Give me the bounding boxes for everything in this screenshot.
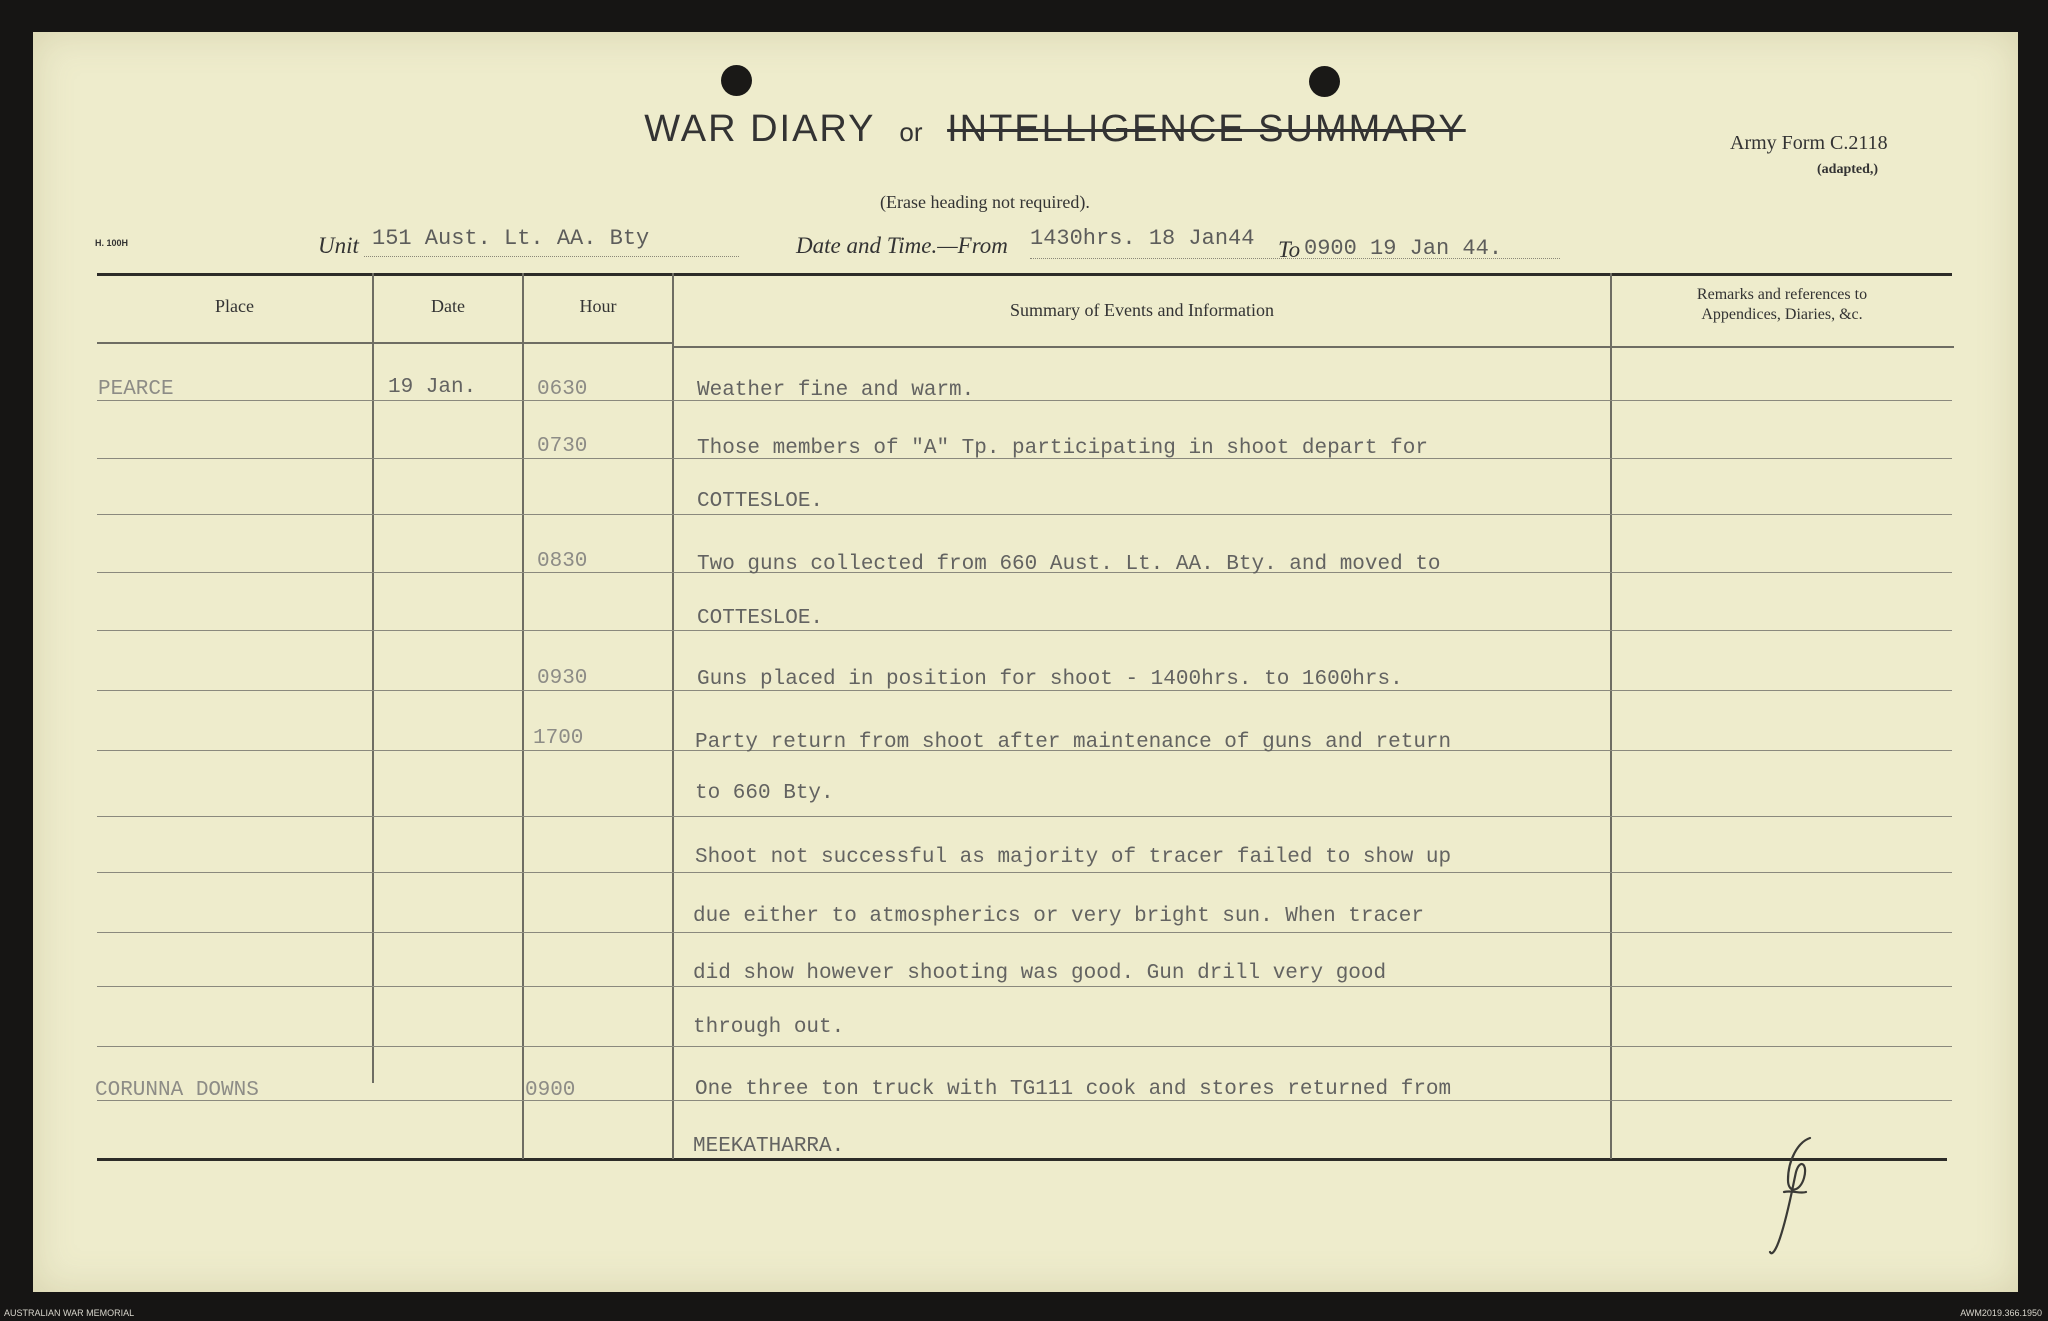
hour-cell: 0930 xyxy=(537,667,588,690)
army-form-number: Army Form C.2118 xyxy=(1730,132,1888,154)
table-top-rule xyxy=(97,273,1952,276)
column-divider-summary xyxy=(1610,273,1612,1159)
summary-line: Shoot not successful as majority of tracer failed to show up xyxy=(695,846,1452,869)
to-label: To xyxy=(1278,237,1301,262)
row-rule xyxy=(97,932,1952,933)
archive-reference: AWM2019.366.1950 xyxy=(1960,1308,2042,1318)
row-rule xyxy=(97,630,1952,631)
place-cell: CORUNNA DOWNS xyxy=(95,1079,259,1102)
form-title xyxy=(560,108,1550,151)
punch-hole-left xyxy=(721,65,752,96)
summary-line: Those members of "A" Tp. participating in shoot depart for xyxy=(697,437,1428,460)
summary-line: COTTESLOE. xyxy=(697,490,824,513)
column-header-hour: Hour xyxy=(579,296,617,316)
unit-fill-line xyxy=(364,256,739,257)
header-rule-right xyxy=(674,346,1954,348)
unit-value: 151 Aust. Lt. AA. Bty xyxy=(372,226,650,251)
summary-line: MEEKATHARRA. xyxy=(693,1135,845,1158)
table-bottom-rule xyxy=(97,1158,1947,1161)
column-header-place: Place xyxy=(215,296,254,316)
summary-line: Two guns collected from 660 Aust. Lt. AA. Bty. and moved to xyxy=(697,553,1441,576)
hour-cell: 1700 xyxy=(533,727,584,750)
date-cell: 19 Jan. xyxy=(388,376,477,399)
erase-note: (Erase heading not required). xyxy=(880,192,1090,212)
row-rule xyxy=(97,1046,1952,1047)
row-rule xyxy=(97,400,1952,401)
form-code: H. 100H xyxy=(95,238,129,248)
datetime-label: Date and Time.—From xyxy=(796,233,1008,258)
remarks-header-line-2: Appendices, Diaries, &c. xyxy=(1701,306,1863,323)
column-divider-date xyxy=(522,273,524,1159)
to-value: 0900 19 Jan 44. xyxy=(1304,236,1503,261)
column-divider-place xyxy=(372,273,374,1083)
date-fill-line xyxy=(1030,258,1560,259)
summary-line: Weather fine and warm. xyxy=(697,379,975,402)
remarks-header-line-1: Remarks and references to xyxy=(1696,286,1868,303)
column-header-summary: Summary of Events and Information xyxy=(1010,300,1274,320)
archive-label: AUSTRALIAN WAR MEMORIAL xyxy=(4,1308,135,1318)
summary-line: due either to atmospherics or very bright sun. When tracer xyxy=(693,905,1424,928)
title-or: or xyxy=(899,117,923,147)
summary-line: to 660 Bty. xyxy=(695,782,834,805)
title-intelligence-summary: INTELLIGENCE SUMMARY xyxy=(947,108,1466,150)
place-cell: PEARCE xyxy=(98,378,174,401)
hour-cell: 0730 xyxy=(537,435,588,458)
summary-line: One three ton truck with TG111 cook and stores returned from xyxy=(695,1078,1452,1101)
row-rule xyxy=(97,514,1952,515)
row-rule xyxy=(97,872,1952,873)
summary-line: Party return from shoot after maintenance of guns and return xyxy=(695,731,1452,754)
row-rule xyxy=(97,986,1952,987)
hour-cell: 0830 xyxy=(537,550,588,573)
punch-hole-right xyxy=(1309,66,1340,97)
summary-line: Guns placed in position for shoot - 1400hrs. to 1600hrs. xyxy=(697,668,1403,691)
unit-label: Unit xyxy=(318,233,359,258)
row-rule xyxy=(97,816,1952,817)
hour-cell: 0900 xyxy=(525,1079,576,1102)
column-header-date: Date xyxy=(431,296,465,316)
summary-line: through out. xyxy=(693,1016,845,1039)
hour-cell: 0630 xyxy=(537,378,588,401)
handwritten-initials xyxy=(1758,1132,1838,1262)
summary-line: did show however shooting was good. Gun drill very good xyxy=(693,962,1387,985)
title-war-diary: WAR DIARY xyxy=(644,108,875,150)
from-value: 1430hrs. 18 Jan44 xyxy=(1030,226,1255,251)
header-rule-left xyxy=(97,342,674,344)
column-divider-hour xyxy=(672,273,674,1159)
summary-line: COTTESLOE. xyxy=(697,607,824,630)
diary-form-sheet xyxy=(33,32,2018,1292)
column-header-remarks xyxy=(1612,285,1952,325)
adapted-note: (adapted,) xyxy=(1817,162,1879,177)
